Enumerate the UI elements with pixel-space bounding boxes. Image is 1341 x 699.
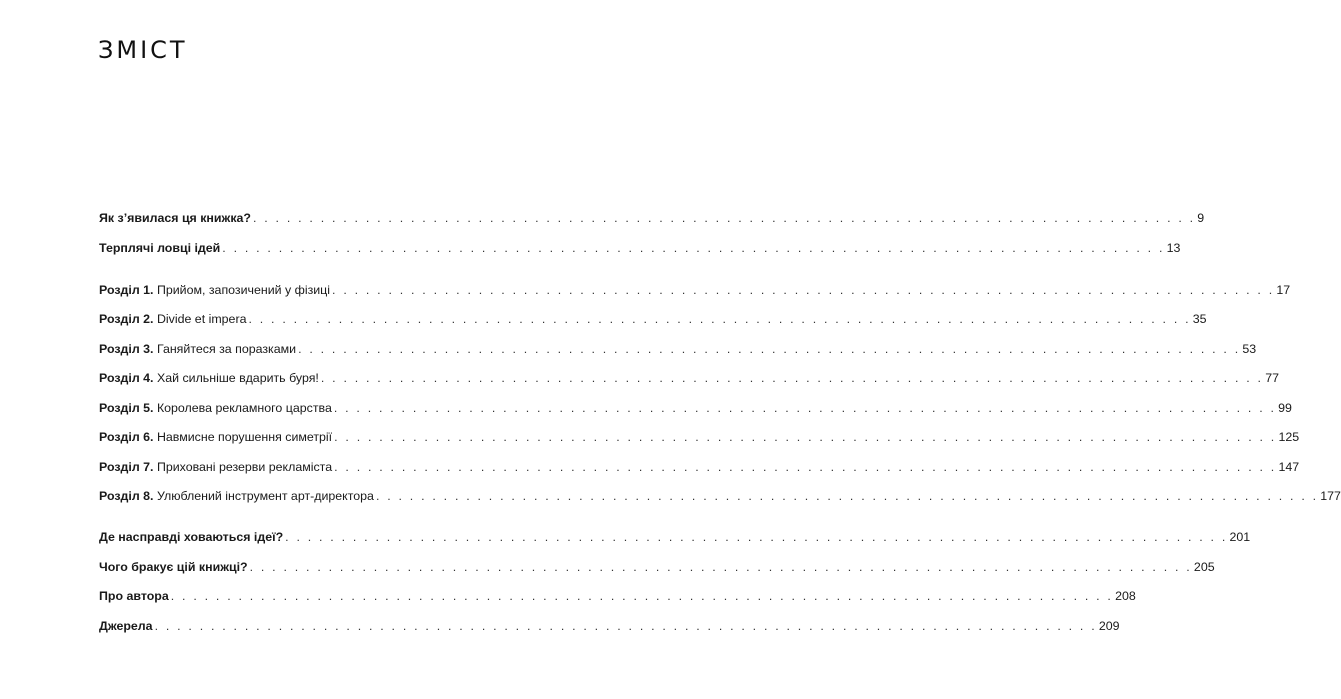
toc-page-number: 17	[1276, 283, 1291, 297]
chapter-number: Розділ 2.	[99, 312, 154, 326]
toc-leader-dots: . . . . . . . . . . . . . . . . . . . . . . . . . . . . . . . . . . . . . . . . . . . . . . . . . . . . . . . . . . . . . . . . . . . . . . . . . . . . . . . . . . . .	[249, 560, 1192, 574]
toc-leader-dots: . . . . . . . . . . . . . . . . . . . . . . . . . . . . . . . . . . . . . . . . . . . . . . . . . . . . . . . . . . . . . . . . . . . . . . . . . . . . . . . . . . . .	[333, 401, 1277, 415]
toc-entry-chapter-8[interactable]	[99, 487, 1341, 505]
toc-leader-dots: . . . . . . . . . . . . . . . . . . . . . . . . . . . . . . . . . . . . . . . . . . . . . . . . . . . . . . . . . . . . . . . . . . . . . . . . . . . . . . . . . . . .	[334, 430, 1277, 444]
chapter-title: Королева рекламного царства	[156, 401, 332, 415]
toc-entry-label: Чого бракує цій книжці?	[99, 560, 248, 574]
toc-entry-chapter-2[interactable]	[99, 310, 1207, 328]
toc-leader-dots: . . . . . . . . . . . . . . . . . . . . . . . . . . . . . . . . . . . . . . . . . . . . . . . . . . . . . . . . . . . . . . . . . . . . . . . . . . . . . . . . . . . .	[375, 489, 1319, 503]
toc-page-number: 147	[1278, 460, 1300, 474]
chapter-title: Навмисне порушення симетрії	[156, 430, 333, 444]
toc-entry-label	[99, 458, 332, 476]
toc-entry-outro-4[interactable]	[99, 617, 1120, 635]
toc-page-number: 125	[1278, 430, 1300, 444]
chapter-title: Прийом, запозичений у фізиці	[156, 283, 331, 297]
chapter-number: Розділ 1.	[99, 283, 154, 297]
toc-entry-outro-1[interactable]	[99, 528, 1251, 546]
toc-page-number: 177	[1320, 489, 1341, 503]
toc-entry-label	[99, 340, 296, 358]
page-title: ЗМІСТ	[98, 36, 188, 64]
toc-entry-intro-1[interactable]	[99, 209, 1205, 227]
toc-page-number: 99	[1278, 401, 1292, 415]
chapter-number: Розділ 7.	[99, 460, 154, 474]
toc-page-number: 9	[1197, 211, 1205, 225]
toc-entry-chapter-5[interactable]	[99, 399, 1292, 417]
chapter-number: Розділ 3.	[99, 342, 154, 356]
chapter-title: Ганяйтеся за поразками	[156, 342, 297, 356]
toc-leader-dots: . . . . . . . . . . . . . . . . . . . . . . . . . . . . . . . . . . . . . . . . . . . . . . . . . . . . . . . . . . . . . . . . . . . . . . . . . . . . . . . . . . . .	[222, 241, 1165, 255]
toc-page-number: 13	[1166, 241, 1181, 255]
toc-page-number: 205	[1193, 560, 1215, 574]
chapter-number: Розділ 6.	[99, 430, 154, 444]
toc-page-number: 35	[1192, 312, 1207, 326]
chapter-number: Розділ 4.	[99, 371, 154, 385]
toc-entry-chapter-4[interactable]	[99, 369, 1279, 387]
toc-leader-dots: . . . . . . . . . . . . . . . . . . . . . . . . . . . . . . . . . . . . . . . . . . . . . . . . . . . . . . . . . . . . . . . . . . . . . . . . . . . . . . . . . . . .	[252, 211, 1196, 225]
toc-entry-label	[99, 428, 332, 446]
toc-entry-chapter-7[interactable]	[99, 458, 1300, 476]
toc-entry-label: Джерела	[99, 619, 153, 633]
toc-entry-label	[99, 310, 246, 328]
chapter-title: Приховані резерви рекламіста	[156, 460, 333, 474]
toc-leader-dots: . . . . . . . . . . . . . . . . . . . . . . . . . . . . . . . . . . . . . . . . . . . . . . . . . . . . . . . . . . . . . . . . . . . . . . . . . . . . . . . . . . . .	[154, 619, 1097, 633]
chapter-title: Хай сильніше вдарить буря!	[156, 371, 319, 385]
toc-page-number: 53	[1242, 342, 1257, 356]
toc-leader-dots: . . . . . . . . . . . . . . . . . . . . . . . . . . . . . . . . . . . . . . . . . . . . . . . . . . . . . . . . . . . . . . . . . . . . . . . . . . . . . . . . . . . .	[332, 283, 1275, 297]
toc-page-number: 77	[1265, 371, 1279, 385]
toc-entry-label: Про автора	[99, 589, 169, 603]
chapter-title: Divide et impera	[156, 312, 247, 326]
toc-entry-outro-2[interactable]	[99, 558, 1215, 576]
toc-entry-label: Терплячі ловці ідей	[99, 241, 221, 255]
toc-entry-label	[99, 487, 374, 505]
toc-entry-label: Як з’явилася ця книжка?	[99, 211, 251, 225]
toc-leader-dots: . . . . . . . . . . . . . . . . . . . . . . . . . . . . . . . . . . . . . . . . . . . . . . . . . . . . . . . . . . . . . . . . . . . . . . . . . . . . . . . . . . . .	[170, 589, 1114, 603]
toc-entry-label	[99, 281, 330, 299]
toc-leader-dots: . . . . . . . . . . . . . . . . . . . . . . . . . . . . . . . . . . . . . . . . . . . . . . . . . . . . . . . . . . . . . . . . . . . . . . . . . . . . . . . . . . . .	[334, 460, 1277, 474]
toc-page-number: 208	[1115, 589, 1136, 603]
toc-entry-chapter-6[interactable]	[99, 428, 1300, 446]
toc-entry-outro-3[interactable]	[99, 587, 1136, 605]
toc-leader-dots: . . . . . . . . . . . . . . . . . . . . . . . . . . . . . . . . . . . . . . . . . . . . . . . . . . . . . . . . . . . . . . . . . . . . . . . . . . . . . . . . . . . .	[320, 371, 1264, 385]
toc-leader-dots: . . . . . . . . . . . . . . . . . . . . . . . . . . . . . . . . . . . . . . . . . . . . . . . . . . . . . . . . . . . . . . . . . . . . . . . . . . . . . . . . . . . .	[248, 312, 1191, 326]
toc-entry-label	[99, 399, 332, 417]
toc-page-number: 201	[1229, 530, 1251, 544]
toc-entry-chapter-1[interactable]	[99, 281, 1291, 299]
chapter-number: Розділ 5.	[99, 401, 154, 415]
toc-entry-chapter-3[interactable]	[99, 340, 1257, 358]
toc-entry-label	[99, 369, 319, 387]
chapter-number: Розділ 8.	[99, 489, 154, 503]
toc-entry-intro-2[interactable]	[99, 239, 1181, 257]
toc-page-number: 209	[1098, 619, 1120, 633]
toc-leader-dots: . . . . . . . . . . . . . . . . . . . . . . . . . . . . . . . . . . . . . . . . . . . . . . . . . . . . . . . . . . . . . . . . . . . . . . . . . . . . . . . . . . . .	[285, 530, 1228, 544]
toc-entry-label: Де насправді ховаються ідеї?	[99, 530, 284, 544]
toc-leader-dots: . . . . . . . . . . . . . . . . . . . . . . . . . . . . . . . . . . . . . . . . . . . . . . . . . . . . . . . . . . . . . . . . . . . . . . . . . . . . . . . . . . . .	[298, 342, 1241, 356]
chapter-title: Улюблений інструмент арт-директора	[156, 489, 374, 503]
